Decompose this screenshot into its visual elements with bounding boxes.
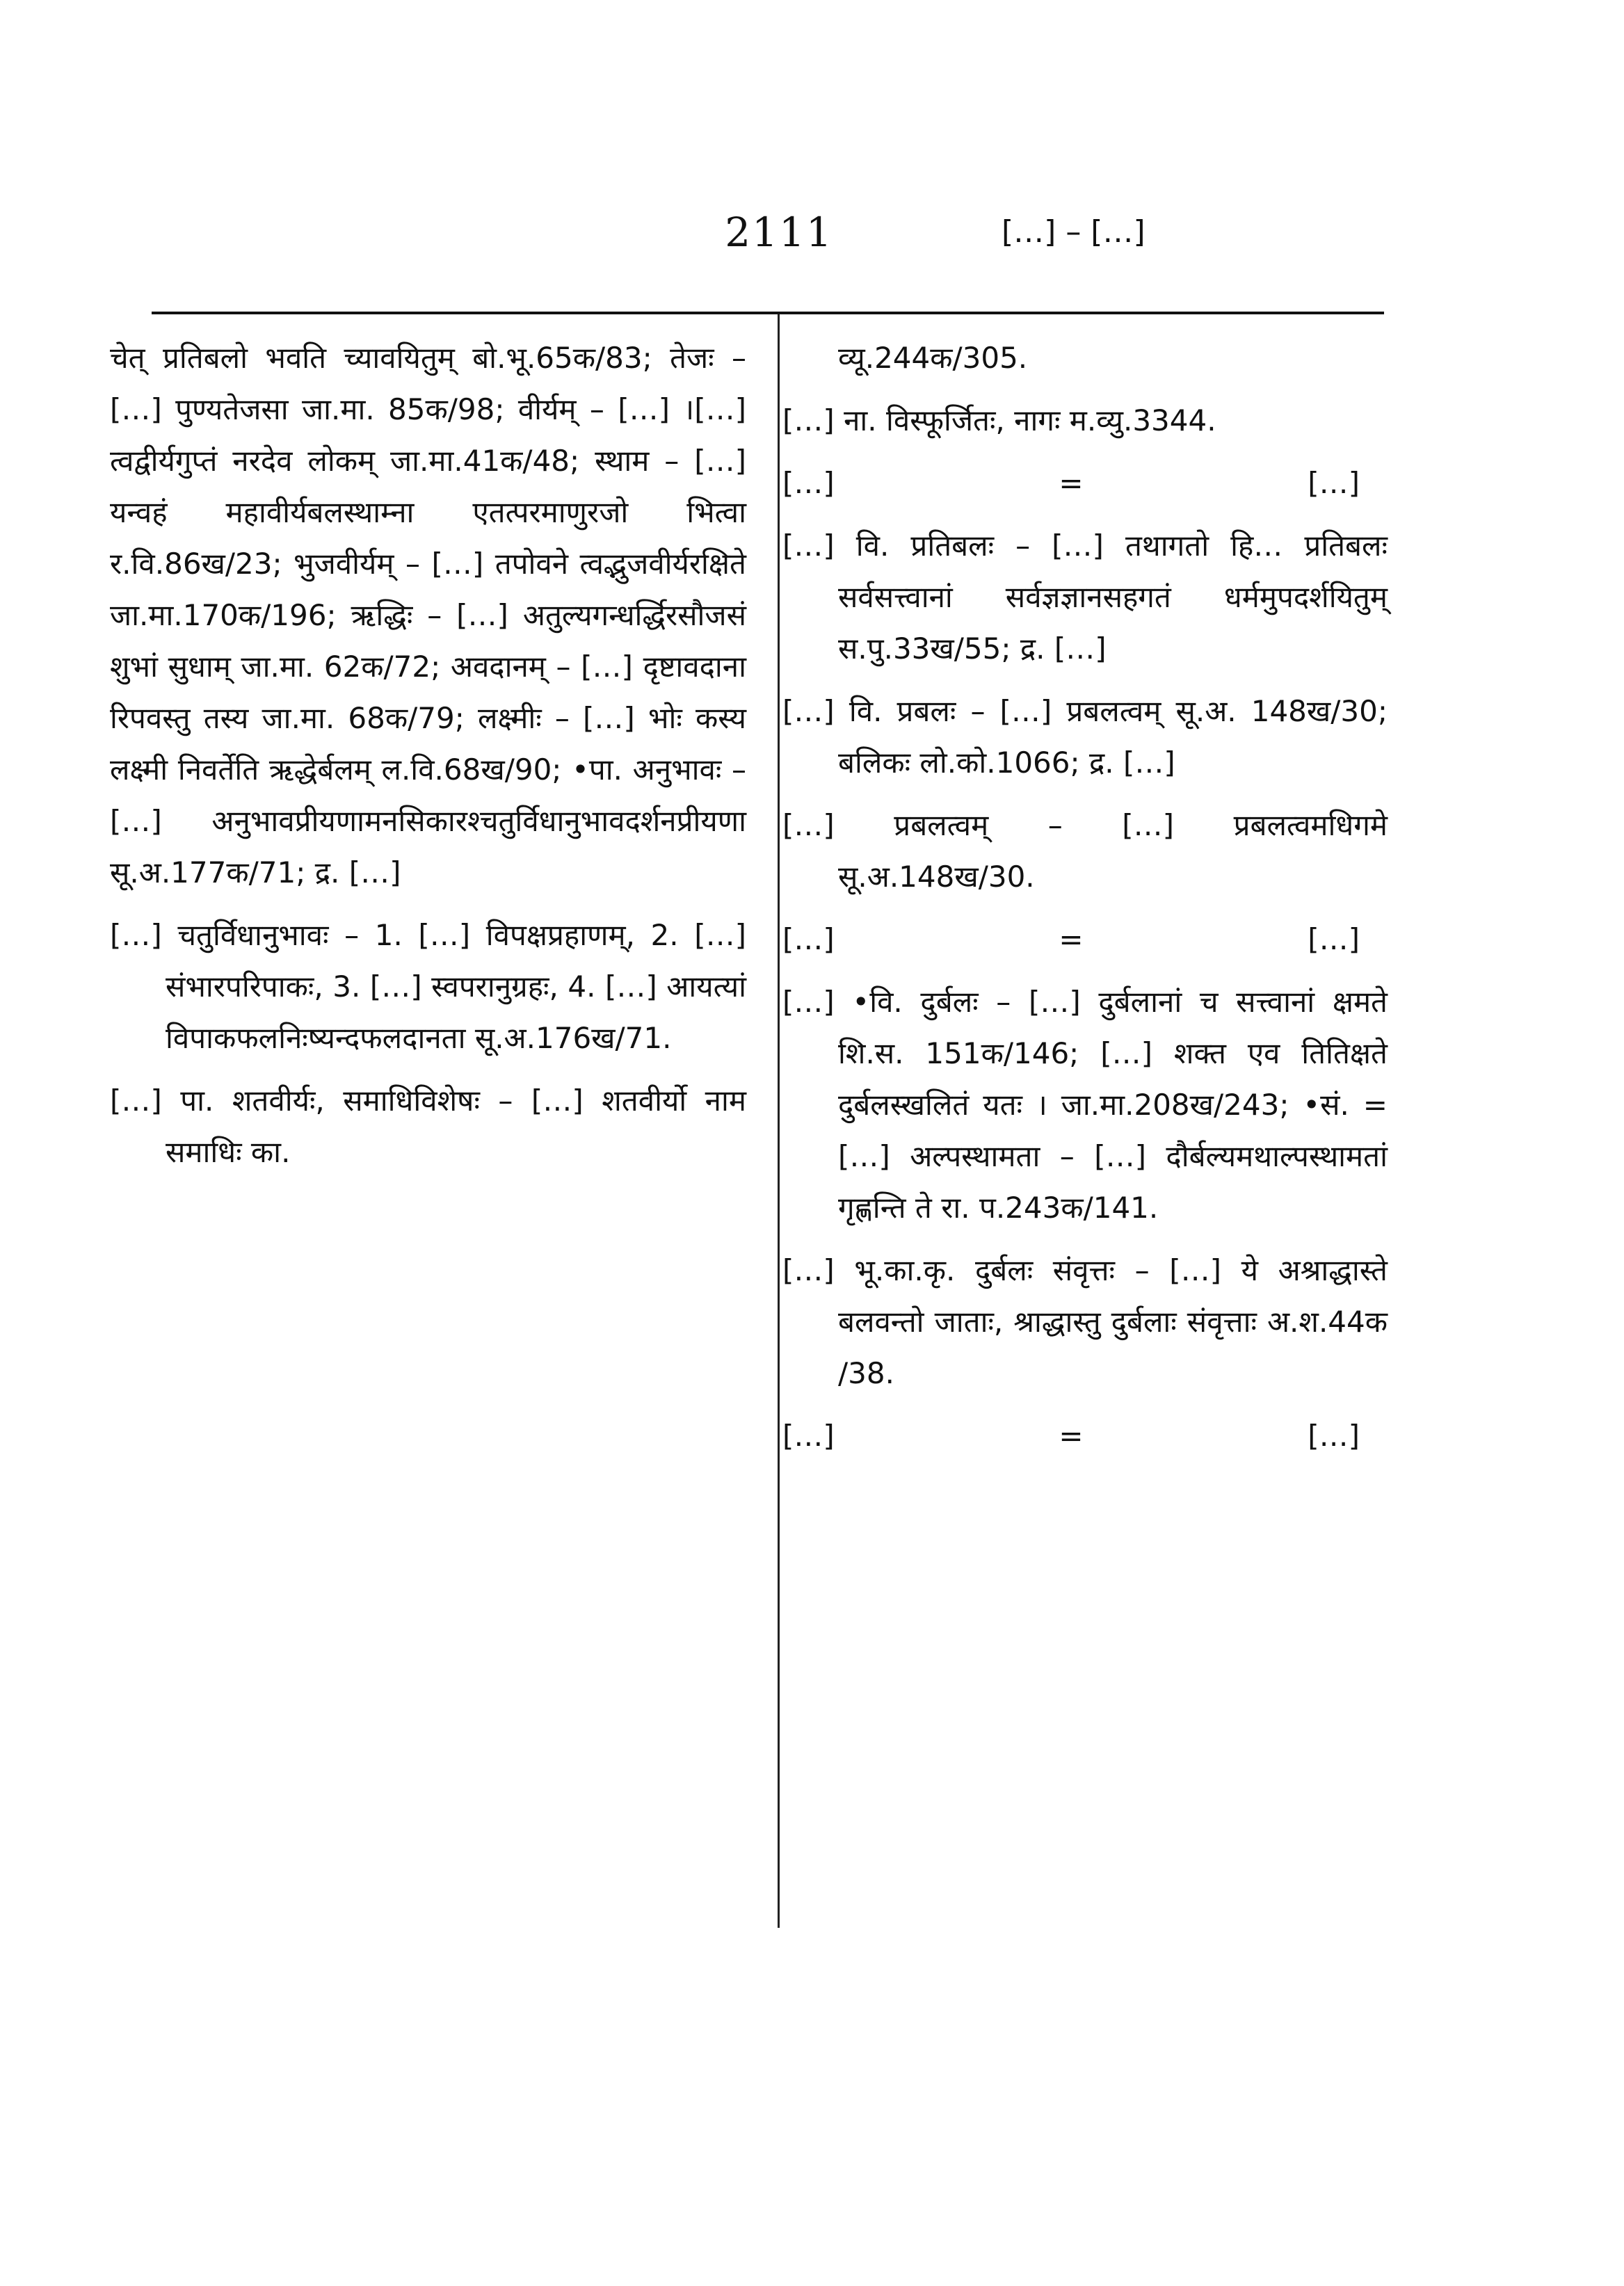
equals-sign: =	[1059, 466, 1084, 500]
dictionary-entry: […] प्रबलत्वम् – […] प्रबलत्वमधिगमे सू.अ.148ख/30.	[782, 808, 1388, 894]
dictionary-entry: […] वि. प्रबलः – […] प्रबलत्वम् सू.अ. 148ख/30; बलिकः लो.को.1066; द्र. […]	[782, 694, 1388, 780]
equivalence-entry	[782, 914, 1388, 965]
dictionary-entry: […] ना. विस्फूर्जितः, नागः म.व्यु.3344.	[782, 403, 1216, 437]
entry-headword: […]	[782, 1419, 835, 1453]
dictionary-entry: […] •वि. दुर्बलः – […] दुर्बलानां च सत्त्वानां क्षमते शि.स. 151क/146; […] शक्त एव तितिक्षते दुर्बलस्खलितं यतः । जा.मा.208ख/243; •सं. = […] अल्पस्थामता – […] दौर्बल्यमथाल्पस्थामतां गृह्णन्ति ते रा. प.243क/141.	[782, 985, 1388, 1225]
right-column	[782, 332, 1388, 1473]
entry-headword: […]	[782, 922, 835, 956]
cross-reference: […]	[1308, 922, 1360, 956]
equivalence-entry	[782, 1410, 1388, 1462]
dictionary-entry-continuation: चेत् प्रतिबलो भवति च्यावयितुम् बो.भू.65क/83; तेजः – […] पुण्यतेजसा जा.मा. 85क/98; वीर्यम् – […] ।[…] त्वद्वीर्यगुप्तं नरदेव लोकम् जा.मा.41क/48; स्थाम – […] यन्वहं महावीर्यबलस्थाम्ना एतत्परमाणुरजो भित्वा र.वि.86ख/23; भुजवीर्यम् – […] तपोवने त्वद्भुजवीर्यरक्षिते जा.मा.170क/196; ऋद्धिः – […] अतुल्यगन्धर्द्धिरसौजसं शुभां सुधाम् जा.मा. 62क/72; अवदानम् – […] दृष्टावदाना रिपवस्तु तस्य जा.मा. 68क/79; लक्ष्मीः – […] भोः कस्य लक्ष्मी निवर्तेति ऋद्धेर्बलम् ल.वि.68ख/90; •पा. अनुभावः – […] अनुभावप्रीयणामनसिकारश्चतुर्विधानुभावदर्शनप्रीयणा सू.अ.177क/71; द्र. […]	[110, 341, 746, 890]
dictionary-entry: […] वि. प्रतिबलः – […] तथागतो हि… प्रतिबलः सर्वसत्त्वानां सर्वज्ञज्ञानसहगतं धर्ममुपदर्शयितुम् स.पु.33ख/55; द्र. […]	[782, 529, 1388, 666]
cross-reference: […]	[1308, 1419, 1360, 1453]
header-rule	[152, 312, 1384, 314]
equals-sign: =	[1059, 922, 1084, 956]
left-column	[110, 332, 746, 1189]
dictionary-entry: […] चतुर्विधानुभावः – 1. […] विपक्षप्रहाणम्, 2. […] संभारपरिपाकः, 3. […] स्वपरानुग्रहः, 4. […] आयत्यां विपाकफलनिःष्यन्दफलदानता सू.अ.176ख/71.	[110, 918, 746, 1055]
running-head: […] – […]	[1002, 214, 1145, 250]
page-number: 2111	[725, 209, 833, 256]
dictionary-entry: […] पा. शतवीर्यः, समाधिविशेषः – […] शतवीर्यो नाम समाधिः का.	[110, 1084, 746, 1169]
dictionary-entry: […] भू.का.कृ. दुर्बलः संवृत्तः – […] ये अश्राद्धास्ते बलवन्तो जाताः, श्राद्धास्तु दुर्बलाः संवृत्ताः अ.श.44क /38.	[782, 1253, 1388, 1390]
dictionary-entry-continuation: व्यू.244क/305.	[838, 341, 1028, 375]
column-divider	[778, 314, 780, 1928]
equals-sign: =	[1059, 1419, 1084, 1453]
equivalence-entry	[782, 458, 1388, 509]
cross-reference: […]	[1308, 466, 1360, 500]
entry-headword: […]	[782, 466, 835, 500]
